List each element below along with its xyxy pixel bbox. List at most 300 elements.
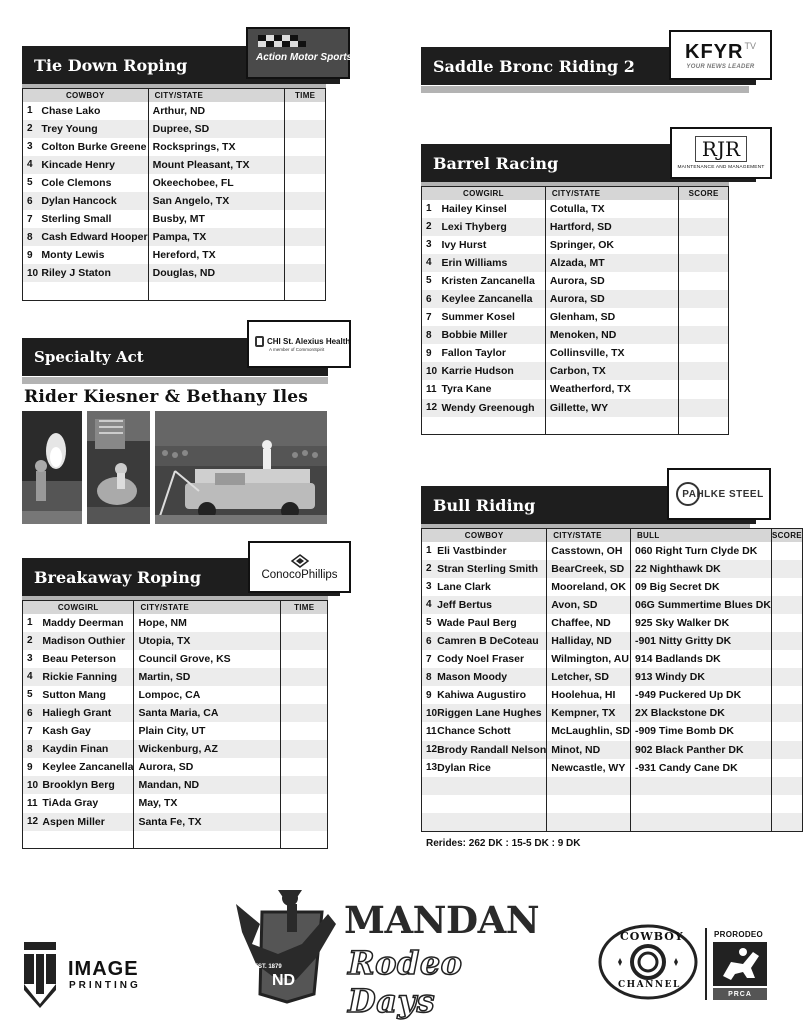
contestant-name: Trey Young <box>41 120 148 138</box>
row-number: 1 <box>422 200 442 218</box>
image-printing-line1: IMAGE <box>68 958 139 980</box>
table-row <box>422 650 803 668</box>
table-row <box>23 632 328 650</box>
row-number: 2 <box>23 632 43 650</box>
empty-row <box>23 831 328 849</box>
row-number: 3 <box>422 578 438 596</box>
bull-name: 060 Right Turn Clyde DK <box>630 542 771 560</box>
bull-name <box>630 777 771 795</box>
contestant-name: Madison Outhier <box>42 632 134 650</box>
chi-sponsor-sub: A member of CommonSpirit <box>269 347 325 352</box>
row-number: 4 <box>23 668 43 686</box>
contestant-name: Kincade Henry <box>41 156 148 174</box>
empty-row <box>422 813 803 831</box>
table-header-row <box>422 529 803 542</box>
score-cell <box>771 759 802 777</box>
table-row <box>422 290 729 308</box>
specialty-photo-rider <box>87 411 150 524</box>
table-row <box>422 632 803 650</box>
city-state: Collinsville, TX <box>545 344 678 362</box>
score-cell <box>679 272 729 290</box>
table-row <box>422 578 803 596</box>
score-cell <box>679 326 729 344</box>
col-header-city-state: CITY/STATE <box>545 187 678 200</box>
table-row <box>23 102 326 120</box>
table-row <box>23 650 328 668</box>
bull-name: 06G Summertime Blues DK <box>630 596 771 614</box>
score-cell <box>771 686 802 704</box>
contestant-name: Beau Peterson <box>42 650 134 668</box>
city-state: Lompoc, CA <box>134 686 281 704</box>
table-row <box>23 192 326 210</box>
footer-divider <box>705 928 707 1000</box>
mandan-rodeo-days-logo <box>232 884 540 1020</box>
row-number: 4 <box>23 156 42 174</box>
city-state: Utopia, TX <box>134 632 281 650</box>
time-cell <box>285 102 326 120</box>
specialty-photo-fire <box>22 411 82 524</box>
city-state: Arthur, ND <box>148 102 285 120</box>
contestant-name: Chase Lako <box>41 102 148 120</box>
prorodeo-text: PRORODEO <box>714 930 764 939</box>
col-header-city-state: CITY/STATE <box>547 529 631 542</box>
city-state: Martin, SD <box>134 668 281 686</box>
table-row <box>23 156 326 174</box>
table-row <box>422 254 729 272</box>
contestant-name: Cody Noel Fraser <box>437 650 547 668</box>
time-cell <box>281 776 328 794</box>
table-row <box>422 344 729 362</box>
kfyr-text: KFYR <box>685 40 744 63</box>
contestant-name: Cash Edward Hooper <box>41 228 148 246</box>
contestant-name: Keylee Zancanella <box>42 758 134 776</box>
table-row <box>422 236 729 254</box>
score-cell <box>771 668 802 686</box>
table-row <box>23 794 328 812</box>
col-header-cowgirl: COWGIRL <box>23 601 134 614</box>
time-cell <box>281 813 328 831</box>
contestant-name: Brody Randall Nelson <box>437 741 547 759</box>
col-header-time: TIME <box>285 89 326 102</box>
score-cell <box>771 632 802 650</box>
contestant-name <box>441 417 545 435</box>
time-cell <box>285 120 326 138</box>
bull-title: Bull Riding <box>433 495 536 515</box>
contestant-name: Dylan Hancock <box>41 192 148 210</box>
time-cell <box>281 686 328 704</box>
time-cell <box>285 282 326 300</box>
specialty-performers: Rider Kiesner & Bethany Iles <box>24 387 309 407</box>
time-cell <box>285 138 326 156</box>
table-row <box>422 218 729 236</box>
row-number <box>23 831 43 849</box>
score-cell <box>679 218 729 236</box>
row-number: 5 <box>23 686 43 704</box>
contestant-name: Summer Kosel <box>441 308 545 326</box>
bull-name: -901 Nitty Gritty DK <box>630 632 771 650</box>
city-state: Hereford, TX <box>148 246 285 264</box>
table-row <box>23 246 326 264</box>
table-row <box>422 200 729 218</box>
table-row <box>23 722 328 740</box>
contestant-name: Fallon Taylor <box>441 344 545 362</box>
bull-name: -931 Candy Cane DK <box>630 759 771 777</box>
city-state: BearCreek, SD <box>547 560 631 578</box>
city-state: Hartford, SD <box>545 218 678 236</box>
contestant-name: Kash Gay <box>42 722 134 740</box>
bull-name: 902 Black Panther DK <box>630 741 771 759</box>
row-number: 4 <box>422 596 438 614</box>
col-header-bull: BULL <box>630 529 771 542</box>
city-state <box>134 831 281 849</box>
time-cell <box>281 794 328 812</box>
table-row <box>422 399 729 417</box>
contestant-name: Bobbie Miller <box>441 326 545 344</box>
contestant-name: Camren B DeCoteau <box>437 632 547 650</box>
score-cell <box>679 236 729 254</box>
city-state: San Angelo, TX <box>148 192 285 210</box>
city-state: Mooreland, OK <box>547 578 631 596</box>
bull-name: 2X Blackstone DK <box>630 704 771 722</box>
rodeo-days-title: Rodeo Days <box>348 944 463 1020</box>
city-state: Alzada, MT <box>545 254 678 272</box>
row-number: 9 <box>422 686 438 704</box>
empty-row <box>422 795 803 813</box>
bull-name <box>630 795 771 813</box>
contestant-name <box>437 795 547 813</box>
contestant-name: Chance Schott <box>437 722 547 740</box>
contestant-name: Kristen Zancanella <box>441 272 545 290</box>
contestant-name: Erin Williams <box>441 254 545 272</box>
city-state: Aurora, SD <box>545 290 678 308</box>
city-state <box>547 813 631 831</box>
row-number: 11 <box>23 794 43 812</box>
image-printing-logo <box>22 940 162 1008</box>
row-number: 5 <box>422 272 442 290</box>
city-state: Dupree, SD <box>148 120 285 138</box>
col-header-city-state: CITY/STATE <box>148 89 285 102</box>
contestant-name: Ivy Hurst <box>441 236 545 254</box>
contestant-name: Dylan Rice <box>437 759 547 777</box>
city-state: Carbon, TX <box>545 362 678 380</box>
col-header-cowgirl: COWGIRL <box>422 187 546 200</box>
city-state: Hope, NM <box>134 614 281 632</box>
table-header-row <box>23 89 326 102</box>
city-state: Wilmington, AU <box>547 650 631 668</box>
city-state: Council Grove, KS <box>134 650 281 668</box>
score-cell <box>771 614 802 632</box>
bull-name: 925 Sky Walker DK <box>630 614 771 632</box>
city-state: Santa Maria, CA <box>134 704 281 722</box>
specialty-title-shadow <box>22 377 328 384</box>
table-row <box>23 120 326 138</box>
time-cell <box>285 264 326 282</box>
row-number: 7 <box>422 650 438 668</box>
table-row <box>422 596 803 614</box>
score-cell <box>679 200 729 218</box>
col-header-time: TIME <box>281 601 328 614</box>
contestant-name: Wade Paul Berg <box>437 614 547 632</box>
row-number: 1 <box>422 542 438 560</box>
contestant-name: Brooklyn Berg <box>42 776 134 794</box>
contestant-name: Hailey Kinsel <box>441 200 545 218</box>
row-number: 6 <box>422 632 438 650</box>
city-state: Aurora, SD <box>545 272 678 290</box>
mandan-nd: ND <box>272 972 296 989</box>
time-cell <box>285 228 326 246</box>
table-row <box>422 326 729 344</box>
city-state: Avon, SD <box>547 596 631 614</box>
bull-table <box>421 528 803 832</box>
score-cell <box>679 254 729 272</box>
row-number: 7 <box>23 210 42 228</box>
table-row <box>23 264 326 282</box>
row-number: 11 <box>422 380 442 398</box>
row-number: 1 <box>23 102 42 120</box>
time-cell <box>285 174 326 192</box>
city-state: Mount Pleasant, TX <box>148 156 285 174</box>
city-state: Santa Fe, TX <box>134 813 281 831</box>
row-number: 8 <box>422 668 438 686</box>
score-cell <box>679 380 729 398</box>
contestant-name: Eli Vastbinder <box>437 542 547 560</box>
contestant-name: Maddy Deerman <box>42 614 134 632</box>
city-state <box>148 282 285 300</box>
row-number <box>422 795 438 813</box>
contestant-name <box>42 831 134 849</box>
row-number: 8 <box>23 228 42 246</box>
row-number: 6 <box>23 704 43 722</box>
empty-row <box>422 417 729 435</box>
table-header-row <box>23 601 328 614</box>
city-state <box>545 417 678 435</box>
contestant-name: Kaydin Finan <box>42 740 134 758</box>
conocophillips-icon <box>290 554 310 568</box>
score-cell <box>679 290 729 308</box>
contestant-name: Riley J Staton <box>41 264 148 282</box>
row-number: 10 <box>422 704 438 722</box>
bull-name: 22 Nighthawk DK <box>630 560 771 578</box>
row-number <box>422 813 438 831</box>
table-row <box>422 272 729 290</box>
row-number: 12 <box>23 813 43 831</box>
col-header-city-state: CITY/STATE <box>134 601 281 614</box>
contestant-name: Aspen Miller <box>42 813 134 831</box>
bull-name: 09 Big Secret DK <box>630 578 771 596</box>
contestant-name: Lane Clark <box>437 578 547 596</box>
city-state: Busby, MT <box>148 210 285 228</box>
row-number: 12 <box>422 399 442 417</box>
row-number: 5 <box>422 614 438 632</box>
row-number: 7 <box>23 722 43 740</box>
contestant-name: Cole Clemons <box>41 174 148 192</box>
score-cell <box>771 722 802 740</box>
image-printing-icon <box>22 940 58 1008</box>
action-motor-sports-text: Action Motor Sports <box>256 52 353 63</box>
contestant-name: Keylee Zancanella <box>441 290 545 308</box>
table-row <box>422 560 803 578</box>
contestant-name: Lexi Thyberg <box>441 218 545 236</box>
row-number <box>422 417 442 435</box>
table-row <box>23 758 328 776</box>
table-row <box>422 704 803 722</box>
city-state: McLaughlin, SD <box>547 722 631 740</box>
contestant-name: Mason Moody <box>437 668 547 686</box>
row-number <box>23 282 42 300</box>
rerides-note: Rerides: 262 DK : 15-5 DK : 9 DK <box>426 838 581 849</box>
row-number: 8 <box>23 740 43 758</box>
row-number: 9 <box>23 758 43 776</box>
row-number: 11 <box>422 722 438 740</box>
rjr-tagline: MAINTENANCE AND MANAGEMENT <box>677 165 765 170</box>
row-number: 5 <box>23 174 42 192</box>
action-motor-sports-logo <box>246 27 353 79</box>
bronc-silhouette-icon <box>713 942 767 986</box>
time-cell <box>281 614 328 632</box>
city-state: Mandan, ND <box>134 776 281 794</box>
contestant-name: Rickie Fanning <box>42 668 134 686</box>
row-number: 6 <box>23 192 42 210</box>
conocophillips-logo <box>248 541 351 593</box>
score-cell <box>771 542 802 560</box>
city-state: Springer, OK <box>545 236 678 254</box>
kfyr-logo <box>669 30 772 80</box>
contestant-name <box>41 282 148 300</box>
table-row <box>422 542 803 560</box>
city-state: Halliday, ND <box>547 632 631 650</box>
row-number: 10 <box>23 776 43 794</box>
row-number: 8 <box>422 326 442 344</box>
table-row <box>422 741 803 759</box>
breakaway-title: Breakaway Roping <box>34 567 202 587</box>
time-cell <box>285 246 326 264</box>
city-state: Pampa, TX <box>148 228 285 246</box>
prca-text: PRCA <box>728 990 752 998</box>
score-cell <box>771 777 802 795</box>
score-cell <box>771 650 802 668</box>
pahlke-text: PAHLKE STEEL <box>682 488 764 500</box>
contestant-name: Colton Burke Greene <box>41 138 148 156</box>
contestant-name: Sutton Mang <box>42 686 134 704</box>
table-row <box>422 759 803 777</box>
col-header-cowboy: COWBOY <box>422 529 547 542</box>
contestant-name: Karrie Hudson <box>441 362 545 380</box>
col-header-cowboy: COWBOY <box>23 89 149 102</box>
row-number: 10 <box>422 362 442 380</box>
cowboy-channel-logo <box>598 924 698 1000</box>
city-state: Menoken, ND <box>545 326 678 344</box>
tie-down-table <box>22 88 326 301</box>
chi-cross-icon <box>255 336 264 347</box>
rjr-logo <box>670 127 772 179</box>
time-cell <box>281 704 328 722</box>
table-row <box>422 380 729 398</box>
city-state: Weatherford, TX <box>545 380 678 398</box>
row-number: 2 <box>422 560 438 578</box>
row-number: 1 <box>23 614 43 632</box>
table-row <box>422 614 803 632</box>
table-row <box>422 668 803 686</box>
barrel-title: Barrel Racing <box>433 153 559 173</box>
table-row <box>422 686 803 704</box>
score-cell <box>771 813 802 831</box>
barrel-table <box>421 186 729 435</box>
row-number: 3 <box>23 650 43 668</box>
score-cell <box>679 308 729 326</box>
score-cell <box>771 596 802 614</box>
row-number: 2 <box>23 120 42 138</box>
tie-down-title: Tie Down Roping <box>34 55 188 75</box>
table-row <box>23 813 328 831</box>
channel-text: CHANNEL <box>618 980 681 990</box>
kfyr-tv: TV <box>744 40 756 51</box>
city-state: Newcastle, WY <box>547 759 631 777</box>
bull-name: -909 Time Bomb DK <box>630 722 771 740</box>
table-row <box>23 614 328 632</box>
contestant-name <box>437 777 547 795</box>
mandan-title: MANDAN <box>344 898 540 942</box>
contestant-name: Tyra Kane <box>441 380 545 398</box>
table-row <box>23 776 328 794</box>
city-state: Douglas, ND <box>148 264 285 282</box>
city-state: Cotulla, TX <box>545 200 678 218</box>
chi-st-alexius-logo <box>247 320 351 368</box>
empty-row <box>422 777 803 795</box>
contestant-name: Kahiwa Augustiro <box>437 686 547 704</box>
contestant-name: Sterling Small <box>41 210 148 228</box>
bull-name: 913 Windy DK <box>630 668 771 686</box>
specialty-title: Specialty Act <box>34 348 144 366</box>
score-cell <box>771 741 802 759</box>
breakaway-table <box>22 600 328 849</box>
city-state: Okeechobee, FL <box>148 174 285 192</box>
table-row <box>23 668 328 686</box>
kfyr-tagline: YOUR NEWS LEADER <box>686 63 755 70</box>
score-cell <box>679 417 729 435</box>
score-cell <box>679 362 729 380</box>
time-cell <box>281 758 328 776</box>
score-cell <box>771 704 802 722</box>
contestant-name: Riggen Lane Hughes <box>437 704 547 722</box>
city-state: Glenham, SD <box>545 308 678 326</box>
table-row <box>23 174 326 192</box>
row-number <box>422 777 438 795</box>
cowboy-text: COWBOY <box>620 930 684 943</box>
prca-bar <box>713 988 767 1000</box>
saddle-bronc-title: Saddle Bronc Riding 2 <box>433 56 635 76</box>
score-cell <box>679 399 729 417</box>
row-number: 12 <box>422 741 438 759</box>
saddle-bronc-title-shadow <box>421 86 749 93</box>
city-state: Plain City, UT <box>134 722 281 740</box>
city-state: Rocksprings, TX <box>148 138 285 156</box>
row-number: 4 <box>422 254 442 272</box>
contestant-name: Jeff Bertus <box>437 596 547 614</box>
city-state <box>547 795 631 813</box>
pahlke-steel-logo <box>667 468 771 520</box>
chi-sponsor-name: CHI St. Alexius Health <box>267 337 351 346</box>
city-state: May, TX <box>134 794 281 812</box>
city-state: Aurora, SD <box>134 758 281 776</box>
bull-name <box>630 813 771 831</box>
table-row <box>422 722 803 740</box>
conocophillips-text: ConocoPhillips <box>261 568 338 581</box>
city-state: Letcher, SD <box>547 668 631 686</box>
row-number: 3 <box>23 138 42 156</box>
table-row <box>23 228 326 246</box>
col-header-score: SCORE <box>771 529 802 542</box>
row-number: 2 <box>422 218 442 236</box>
